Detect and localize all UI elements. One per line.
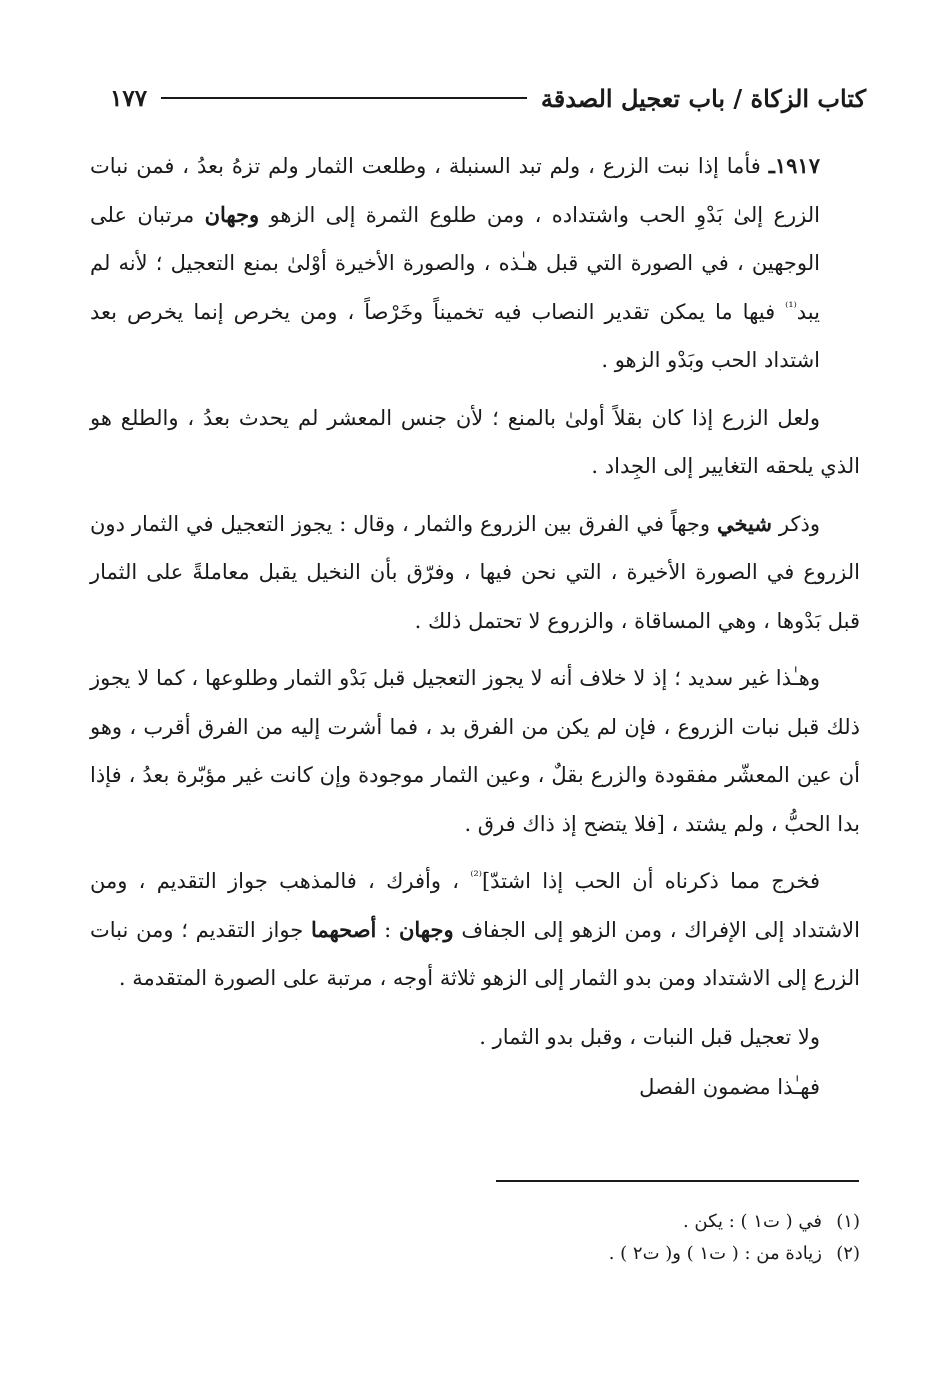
text-segment: :: [376, 917, 399, 942]
footnote-number: (١): [836, 1211, 860, 1232]
paragraph: [90, 654, 860, 848]
paragraph: [90, 857, 860, 1003]
paragraph-number: ١٩١٧ـ: [768, 153, 820, 178]
text-segment: جواز التقديم ؛ ومن نبات الزرع إلى الاشتداد ومن بدو الثمار إلى الزهو ثلاثة أوجه ، مرتبة على الصورة المتقدمة .: [90, 917, 860, 990]
text-segment: وهـٰذا غير سديد ؛ إذ لا خلاف أنه لا يجوز التعجيل قبل بَدْو الثمار وطلوعها ، كما لا يجوز ذلك قبل نبات الزروع ، فإن لم يكن من الفرق بد ، فما أشرت إليه من الفرق أقرب ، وهو أن عين المعشّر مفقودة والزرع بقلٌ ، وعين الثمار موجودة وإن كانت غير مؤبّرة بعدُ ، فإذا بدا الحبُّ ، ولم يشتد ، [فلا يتضح إذ ذاك فرق .: [90, 666, 860, 836]
text-segment: وذكر: [771, 511, 820, 536]
text-segment: ، وأفرك ، فالمذهب جواز التقديم ، ومن الاشتداد إلى الإفراك ، ومن الزهو إلى الجفاف: [90, 869, 860, 942]
text-segment: ولعل الزرع إذا كان بقلاً أولىٰ بالمنع ؛ لأن جنس المعشر لم يحدث بعدُ ، والطلع هو الذي يلحقه التغايير إلى الجِداد .: [90, 405, 860, 478]
header-rule: [161, 97, 527, 99]
footnote-text: في ( ت١ ) : يكن .: [682, 1211, 822, 1232]
footnote-number: (٢): [836, 1243, 860, 1264]
footnotes: [360, 1206, 860, 1270]
page-number: ١٧٧: [110, 84, 148, 112]
footnote-marker: ⁽¹⁾: [785, 299, 797, 315]
paragraph: [90, 142, 860, 385]
footnote: [360, 1206, 860, 1238]
closing-line: فهـٰذا مضمون الفصل: [639, 1074, 820, 1099]
running-header: [110, 78, 866, 118]
footnote-text: زيادة من : ( ت١ ) و( ت٢ ) .: [608, 1243, 822, 1264]
text-segment: فيها ما يمكن تقدير النصاب فيه تخميناً وخَرْصاً ، ومن يخرص إنما يخرص بعد اشتداد الحب وبَدْو الزهو .: [90, 299, 820, 372]
body-text: [90, 142, 860, 1112]
text-segment: فأما إذا نبت الزرع ، ولم تبد السنبلة ، وطلعت الثمار ولم تزهُ بعدُ ، فمن نبات الزرع إلىٰ بَدْوِ الحب واشتداده ، ومن طلوع الثمرة إلى الزهو: [90, 154, 820, 227]
paragraph: [90, 394, 860, 491]
text-segment: فخرج مما ذكرناه أن الحب إذا اشتدّ]: [481, 869, 820, 893]
bold-term: وجهان: [204, 201, 260, 227]
bold-term: أصحهما: [310, 916, 377, 942]
footnote-rule: [496, 1180, 859, 1182]
paragraph: [90, 500, 860, 646]
footnote: [360, 1238, 860, 1270]
text-segment: مرتبان على الوجهين ، في الصورة التي قبل هـٰذه ، والصورة الأخيرة أوْلىٰ بمنع التعجيل ؛ لأنه لم يبد: [90, 202, 820, 324]
text-segment: وجهاً في الفرق بين الزروع والثمار ، وقال : يجوز التعجيل في الثمار دون الزروع في الصورة الأخيرة ، التي نحن فيها ، وفرّق بأن النخيل يقبل معاملةً على الثمار قبل بَدْوها ، وهي المساقاة ، والزروع لا تحتمل ذلك .: [90, 511, 860, 633]
closing-line: ولا تعجيل قبل النبات ، وقبل بدو الثمار .: [479, 1024, 820, 1049]
bold-term: وجهان: [398, 916, 454, 942]
bold-term: شيخي: [716, 510, 772, 536]
running-title: كتاب الزكاة / باب تعجيل الصدقة: [540, 83, 866, 113]
footnote-marker: ⁽²⁾: [470, 869, 482, 884]
